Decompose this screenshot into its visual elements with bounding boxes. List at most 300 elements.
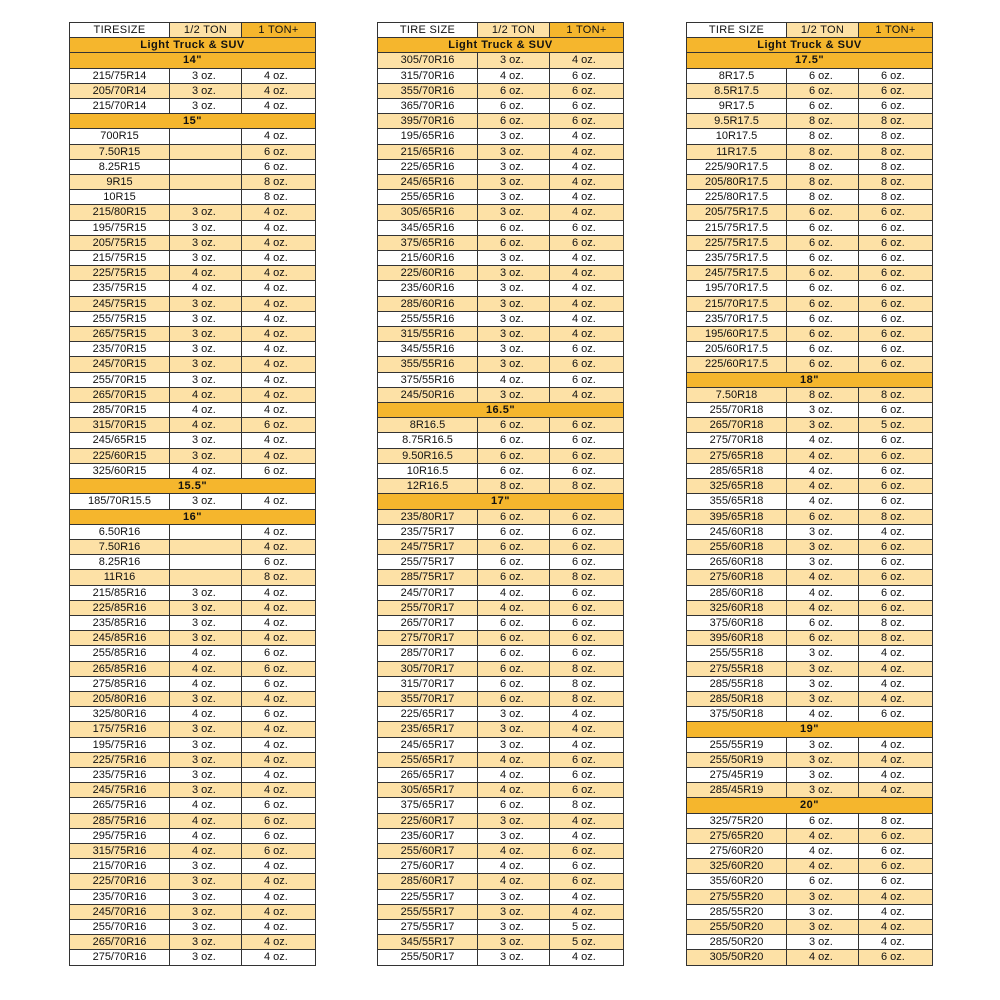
half-ton-amount-cell: 4 oz. [478,843,550,858]
one-ton-amount-cell: 4 oz. [242,904,316,919]
table-row [70,83,316,98]
tire-size-cell: 275/65R20 [687,828,787,843]
tire-size-cell: 355/65R18 [687,494,787,509]
section-band [70,53,316,68]
half-ton-amount-cell: 3 oz. [787,889,859,904]
table-row [378,509,624,524]
table-row [378,266,624,281]
one-ton-amount-cell: 6 oz. [859,403,933,418]
half-ton-amount-cell: 4 oz. [170,843,242,858]
tire-size-cell: 265/70R18 [687,418,787,433]
one-ton-amount-cell: 6 oz. [242,463,316,478]
table-row [687,919,933,934]
one-ton-amount-cell: 8 oz. [859,813,933,828]
half-ton-amount-cell: 3 oz. [478,357,550,372]
tire-size-cell: 255/70R15 [70,372,170,387]
half-ton-amount-cell: 6 oz. [478,448,550,463]
half-ton-amount-cell: 6 oz. [478,555,550,570]
table-row [378,175,624,190]
table-row [70,752,316,767]
tire-size-cell: 12R16.5 [378,479,478,494]
one-ton-amount-cell: 4 oz. [242,403,316,418]
tire-size-cell: 265/60R18 [687,555,787,570]
half-ton-amount-cell [170,144,242,159]
tire-size-cell: 225/55R17 [378,889,478,904]
tire-size-cell: 265/70R15 [70,387,170,402]
table-row [687,296,933,311]
half-ton-header: 1/2 TON [478,23,550,38]
table-row [687,676,933,691]
table-row [687,251,933,266]
table-row [378,752,624,767]
tire-size-cell: 195/60R17.5 [687,327,787,342]
tire-size-cell: 7.50R18 [687,387,787,402]
table-row [687,114,933,129]
tire-size-cell: 215/75R17.5 [687,220,787,235]
one-ton-amount-cell: 4 oz. [242,266,316,281]
one-ton-amount-cell: 4 oz. [242,296,316,311]
half-ton-amount-cell: 3 oz. [170,950,242,965]
tire-size-cell: 325/80R16 [70,707,170,722]
table-row [687,859,933,874]
half-ton-amount-cell: 3 oz. [478,889,550,904]
table-row [70,676,316,691]
tire-size-cell: 8.25R16 [70,555,170,570]
half-ton-header: 1/2 TON [787,23,859,38]
table-row [687,129,933,144]
half-ton-amount-cell: 4 oz. [478,68,550,83]
one-ton-amount-cell: 4 oz. [550,144,624,159]
tire-size-cell: 375/55R16 [378,372,478,387]
table-row [378,615,624,630]
table-row [70,220,316,235]
half-ton-amount-cell: 6 oz. [787,251,859,266]
one-ton-amount-cell: 6 oz. [550,859,624,874]
table-row [70,935,316,950]
table-row [687,615,933,630]
half-ton-amount-cell: 8 oz. [787,190,859,205]
table-row [70,646,316,661]
half-ton-amount-cell: 4 oz. [170,661,242,676]
half-ton-amount-cell: 6 oz. [787,357,859,372]
table-row [687,479,933,494]
half-ton-amount-cell: 3 oz. [170,342,242,357]
tire-size-cell: 255/70R17 [378,600,478,615]
one-ton-amount-cell: 6 oz. [859,342,933,357]
table-row [70,615,316,630]
half-ton-amount-cell: 3 oz. [478,251,550,266]
half-ton-amount-cell: 6 oz. [478,463,550,478]
tire-size-cell: 285/75R17 [378,570,478,585]
tire-size-cell: 235/80R17 [378,509,478,524]
table-row [378,661,624,676]
one-ton-amount-cell: 5 oz. [550,919,624,934]
tire-size-cell: 6.50R16 [70,524,170,539]
table-row [378,737,624,752]
table-row [70,737,316,752]
half-ton-amount-cell: 3 oz. [170,296,242,311]
tire-size-cell: 8R17.5 [687,68,787,83]
table-row [687,600,933,615]
tire-size-cell: 9R17.5 [687,99,787,114]
table-row [378,144,624,159]
table-row [687,190,933,205]
half-ton-amount-cell: 3 oz. [787,767,859,782]
tire-size-cell: 8.5R17.5 [687,83,787,98]
tire-size-cell: 285/55R20 [687,904,787,919]
table-row [378,904,624,919]
half-ton-amount-cell: 3 oz. [170,919,242,934]
one-ton-amount-cell: 8 oz. [859,509,933,524]
table-row [687,555,933,570]
half-ton-amount-cell: 3 oz. [170,737,242,752]
half-ton-amount-cell: 6 oz. [787,327,859,342]
tire-size-cell: 275/55R20 [687,889,787,904]
section-heading: 17.5" [687,53,933,68]
tire-size-cell: 305/70R17 [378,661,478,676]
section-heading: 20" [687,798,933,813]
table-row [70,175,316,190]
tire-size-header: TIRESIZE [70,23,170,38]
table-row [687,889,933,904]
one-ton-amount-cell: 6 oz. [859,555,933,570]
table-row [70,783,316,798]
one-ton-amount-cell: 4 oz. [859,691,933,706]
half-ton-amount-cell [170,175,242,190]
half-ton-amount-cell: 3 oz. [478,935,550,950]
tire-size-cell: 315/70R17 [378,676,478,691]
section-band [70,509,316,524]
one-ton-amount-cell: 4 oz. [550,722,624,737]
half-ton-amount-cell: 3 oz. [787,555,859,570]
half-ton-amount-cell: 3 oz. [787,783,859,798]
half-ton-amount-cell: 3 oz. [787,418,859,433]
one-ton-amount-cell: 6 oz. [859,357,933,372]
table-row [687,631,933,646]
half-ton-amount-cell: 6 oz. [478,524,550,539]
table-row [687,418,933,433]
tire-size-cell: 245/60R18 [687,524,787,539]
table-row [70,570,316,585]
one-ton-amount-cell: 8 oz. [550,676,624,691]
table-row [378,828,624,843]
half-ton-amount-cell: 4 oz. [787,859,859,874]
one-ton-amount-cell: 8 oz. [242,175,316,190]
table-row [70,342,316,357]
half-ton-amount-cell: 6 oz. [478,99,550,114]
tire-size-cell: 285/50R20 [687,935,787,950]
half-ton-amount-cell: 6 oz. [478,114,550,129]
one-ton-amount-cell: 6 oz. [550,418,624,433]
table-row [378,220,624,235]
tire-size-cell: 275/65R18 [687,448,787,463]
table-row [378,539,624,554]
one-ton-amount-cell: 6 oz. [550,646,624,661]
table-row [687,281,933,296]
half-ton-amount-cell: 3 oz. [170,68,242,83]
tire-size-cell: 185/70R15.5 [70,494,170,509]
tire-size-cell: 285/75R16 [70,813,170,828]
half-ton-amount-cell: 3 oz. [478,737,550,752]
half-ton-amount-cell: 3 oz. [170,859,242,874]
section-heading: Light Truck & SUV [378,38,624,53]
one-ton-amount-cell: 4 oz. [550,737,624,752]
tire-size-cell: 255/50R20 [687,919,787,934]
table-row [378,889,624,904]
one-ton-amount-cell: 6 oz. [550,372,624,387]
tire-size-table [69,22,316,966]
half-ton-amount-cell: 6 oz. [787,311,859,326]
half-ton-amount-cell: 3 oz. [478,190,550,205]
one-ton-amount-cell: 6 oz. [859,235,933,250]
one-ton-amount-cell: 8 oz. [859,144,933,159]
one-ton-amount-cell: 4 oz. [859,919,933,934]
half-ton-amount-cell: 4 oz. [478,767,550,782]
half-ton-amount-cell: 4 oz. [787,843,859,858]
tire-size-cell: 235/75R17 [378,524,478,539]
header-row [70,23,316,38]
half-ton-amount-cell: 3 oz. [478,159,550,174]
tire-size-cell: 225/90R17.5 [687,159,787,174]
tire-size-cell: 305/65R17 [378,783,478,798]
half-ton-amount-cell: 8 oz. [787,144,859,159]
tire-size-cell: 285/45R19 [687,783,787,798]
one-ton-amount-cell: 5 oz. [859,418,933,433]
half-ton-amount-cell: 3 oz. [478,707,550,722]
table-row [70,235,316,250]
half-ton-amount-cell: 4 oz. [170,813,242,828]
half-ton-amount-cell: 3 oz. [787,935,859,950]
half-ton-amount-cell: 4 oz. [478,859,550,874]
one-ton-amount-cell: 4 oz. [242,615,316,630]
one-ton-amount-cell: 4 oz. [550,904,624,919]
tire-size-cell: 285/60R17 [378,874,478,889]
half-ton-amount-cell: 3 oz. [170,205,242,220]
table-row [687,83,933,98]
tire-size-cell: 325/65R18 [687,479,787,494]
one-ton-amount-cell: 6 oz. [242,676,316,691]
half-ton-amount-cell: 4 oz. [170,403,242,418]
half-ton-amount-cell: 3 oz. [170,904,242,919]
tire-size-cell: 235/70R15 [70,342,170,357]
table-row [70,767,316,782]
table-row [70,463,316,478]
table-row [70,433,316,448]
table-row [70,266,316,281]
half-ton-amount-cell: 3 oz. [478,919,550,934]
section-heading: 16" [70,509,316,524]
half-ton-amount-cell: 6 oz. [478,433,550,448]
tire-size-cell: 315/70R15 [70,418,170,433]
half-ton-amount-cell: 4 oz. [787,600,859,615]
tire-size-cell: 295/75R16 [70,828,170,843]
table-row [687,935,933,950]
tire-size-cell: 225/75R17.5 [687,235,787,250]
tire-size-cell: 355/70R16 [378,83,478,98]
section-heading: 14" [70,53,316,68]
one-ton-amount-cell: 4 oz. [242,448,316,463]
one-ton-amount-cell: 6 oz. [550,631,624,646]
table-row [70,99,316,114]
tire-size-cell: 395/70R16 [378,114,478,129]
half-ton-amount-cell: 3 oz. [170,585,242,600]
tire-size-cell: 255/70R18 [687,403,787,418]
one-ton-amount-cell: 4 oz. [242,935,316,950]
half-ton-amount-cell: 4 oz. [787,463,859,478]
tire-size-cell: 275/55R18 [687,661,787,676]
tire-size-cell: 215/80R15 [70,205,170,220]
half-ton-amount-cell: 6 oz. [478,83,550,98]
half-ton-amount-cell: 3 oz. [478,813,550,828]
tire-size-cell: 255/50R19 [687,752,787,767]
tire-size-cell: 275/70R18 [687,433,787,448]
table-row [687,767,933,782]
one-ton-amount-cell: 6 oz. [242,418,316,433]
table-row [378,935,624,950]
half-ton-amount-cell: 4 oz. [478,752,550,767]
one-ton-amount-cell: 5 oz. [550,935,624,950]
half-ton-amount-cell: 8 oz. [787,114,859,129]
tire-size-cell: 245/70R16 [70,904,170,919]
half-ton-amount-cell: 6 oz. [787,342,859,357]
half-ton-amount-cell: 4 oz. [787,950,859,965]
table-row [687,494,933,509]
half-ton-amount-cell: 4 oz. [170,707,242,722]
one-ton-amount-cell: 4 oz. [242,722,316,737]
half-ton-amount-cell: 6 oz. [478,631,550,646]
one-ton-amount-cell: 6 oz. [859,859,933,874]
tire-size-cell: 245/75R16 [70,783,170,798]
table-row [687,235,933,250]
one-ton-amount-cell: 6 oz. [550,509,624,524]
table-row [70,691,316,706]
half-ton-amount-cell: 8 oz. [787,387,859,402]
tire-size-cell: 265/75R16 [70,798,170,813]
table-row [378,783,624,798]
section-band [687,53,933,68]
half-ton-amount-cell: 3 oz. [478,387,550,402]
size-table-column-3 [686,22,932,966]
tire-size-cell: 215/85R16 [70,585,170,600]
table-row [378,296,624,311]
one-ton-amount-cell: 4 oz. [242,342,316,357]
one-ton-amount-cell: 6 oz. [859,220,933,235]
tire-size-cell: 395/65R18 [687,509,787,524]
tire-size-cell: 195/75R15 [70,220,170,235]
table-row [687,752,933,767]
half-ton-amount-cell: 3 oz. [478,311,550,326]
half-ton-amount-cell: 4 oz. [787,828,859,843]
one-ton-amount-cell: 4 oz. [242,129,316,144]
one-ton-amount-cell: 6 oz. [859,494,933,509]
one-ton-amount-cell: 6 oz. [550,843,624,858]
half-ton-amount-cell: 3 oz. [478,342,550,357]
one-ton-amount-cell: 6 oz. [859,539,933,554]
one-ton-amount-cell: 4 oz. [242,524,316,539]
tire-size-cell: 205/70R14 [70,83,170,98]
one-ton-amount-cell: 6 oz. [859,296,933,311]
half-ton-amount-cell: 4 oz. [787,570,859,585]
tire-size-cell: 325/60R20 [687,859,787,874]
table-row [70,448,316,463]
one-ton-amount-cell: 6 oz. [859,311,933,326]
one-ton-amount-cell: 6 oz. [550,68,624,83]
one-ton-amount-cell: 8 oz. [859,190,933,205]
one-ton-amount-cell: 6 oz. [859,950,933,965]
tire-size-table [377,22,624,966]
half-ton-amount-cell: 3 oz. [170,220,242,235]
tire-size-cell: 8.25R15 [70,159,170,174]
tire-size-cell: 275/60R18 [687,570,787,585]
one-ton-amount-cell: 4 oz. [859,904,933,919]
table-row [70,631,316,646]
tire-size-cell: 205/75R15 [70,235,170,250]
section-heading: 19" [687,722,933,737]
one-ton-amount-cell: 6 oz. [550,433,624,448]
tire-size-cell: 215/65R16 [378,144,478,159]
table-row [378,53,624,68]
table-row [378,843,624,858]
one-ton-amount-cell: 6 oz. [550,463,624,478]
one-ton-amount-cell: 6 oz. [550,600,624,615]
table-row [378,114,624,129]
one-ton-amount-cell: 4 oz. [859,935,933,950]
tire-size-cell: 215/75R15 [70,251,170,266]
table-row [70,539,316,554]
one-ton-amount-cell: 6 oz. [550,524,624,539]
table-row [378,448,624,463]
table-row [687,463,933,478]
one-ton-amount-cell: 6 oz. [859,463,933,478]
half-ton-amount-cell: 3 oz. [170,99,242,114]
one-ton-amount-cell: 6 oz. [859,874,933,889]
tire-size-cell: 215/60R16 [378,251,478,266]
size-table-column-2 [377,22,623,966]
half-ton-amount-cell: 3 oz. [170,494,242,509]
tire-size-cell: 235/75R16 [70,767,170,782]
tire-size-cell: 325/75R20 [687,813,787,828]
half-ton-amount-cell: 4 oz. [478,372,550,387]
table-row [378,798,624,813]
table-row [687,99,933,114]
table-row [378,676,624,691]
table-row [378,919,624,934]
one-ton-amount-cell: 6 oz. [859,570,933,585]
half-ton-amount-cell: 3 oz. [478,281,550,296]
one-ton-amount-cell: 4 oz. [550,53,624,68]
half-ton-amount-cell: 3 oz. [170,752,242,767]
one-ton-amount-cell: 6 oz. [859,251,933,266]
one-ton-amount-cell: 4 oz. [242,387,316,402]
tire-size-cell: 345/65R16 [378,220,478,235]
half-ton-amount-cell: 6 oz. [787,220,859,235]
one-ton-amount-cell: 8 oz. [242,570,316,585]
one-ton-amount-cell: 4 oz. [859,752,933,767]
tire-size-cell: 235/75R15 [70,281,170,296]
one-ton-amount-cell: 4 oz. [550,296,624,311]
tire-size-cell: 235/60R17 [378,828,478,843]
table-row [687,783,933,798]
table-row [687,691,933,706]
one-ton-amount-cell: 6 oz. [242,843,316,858]
half-ton-amount-cell: 6 oz. [478,570,550,585]
one-ton-amount-cell: 6 oz. [859,585,933,600]
table-row [378,83,624,98]
tire-size-cell: 215/70R17.5 [687,296,787,311]
half-ton-amount-cell: 4 oz. [787,585,859,600]
one-ton-amount-cell: 6 oz. [550,114,624,129]
one-ton-amount-cell: 4 oz. [242,281,316,296]
